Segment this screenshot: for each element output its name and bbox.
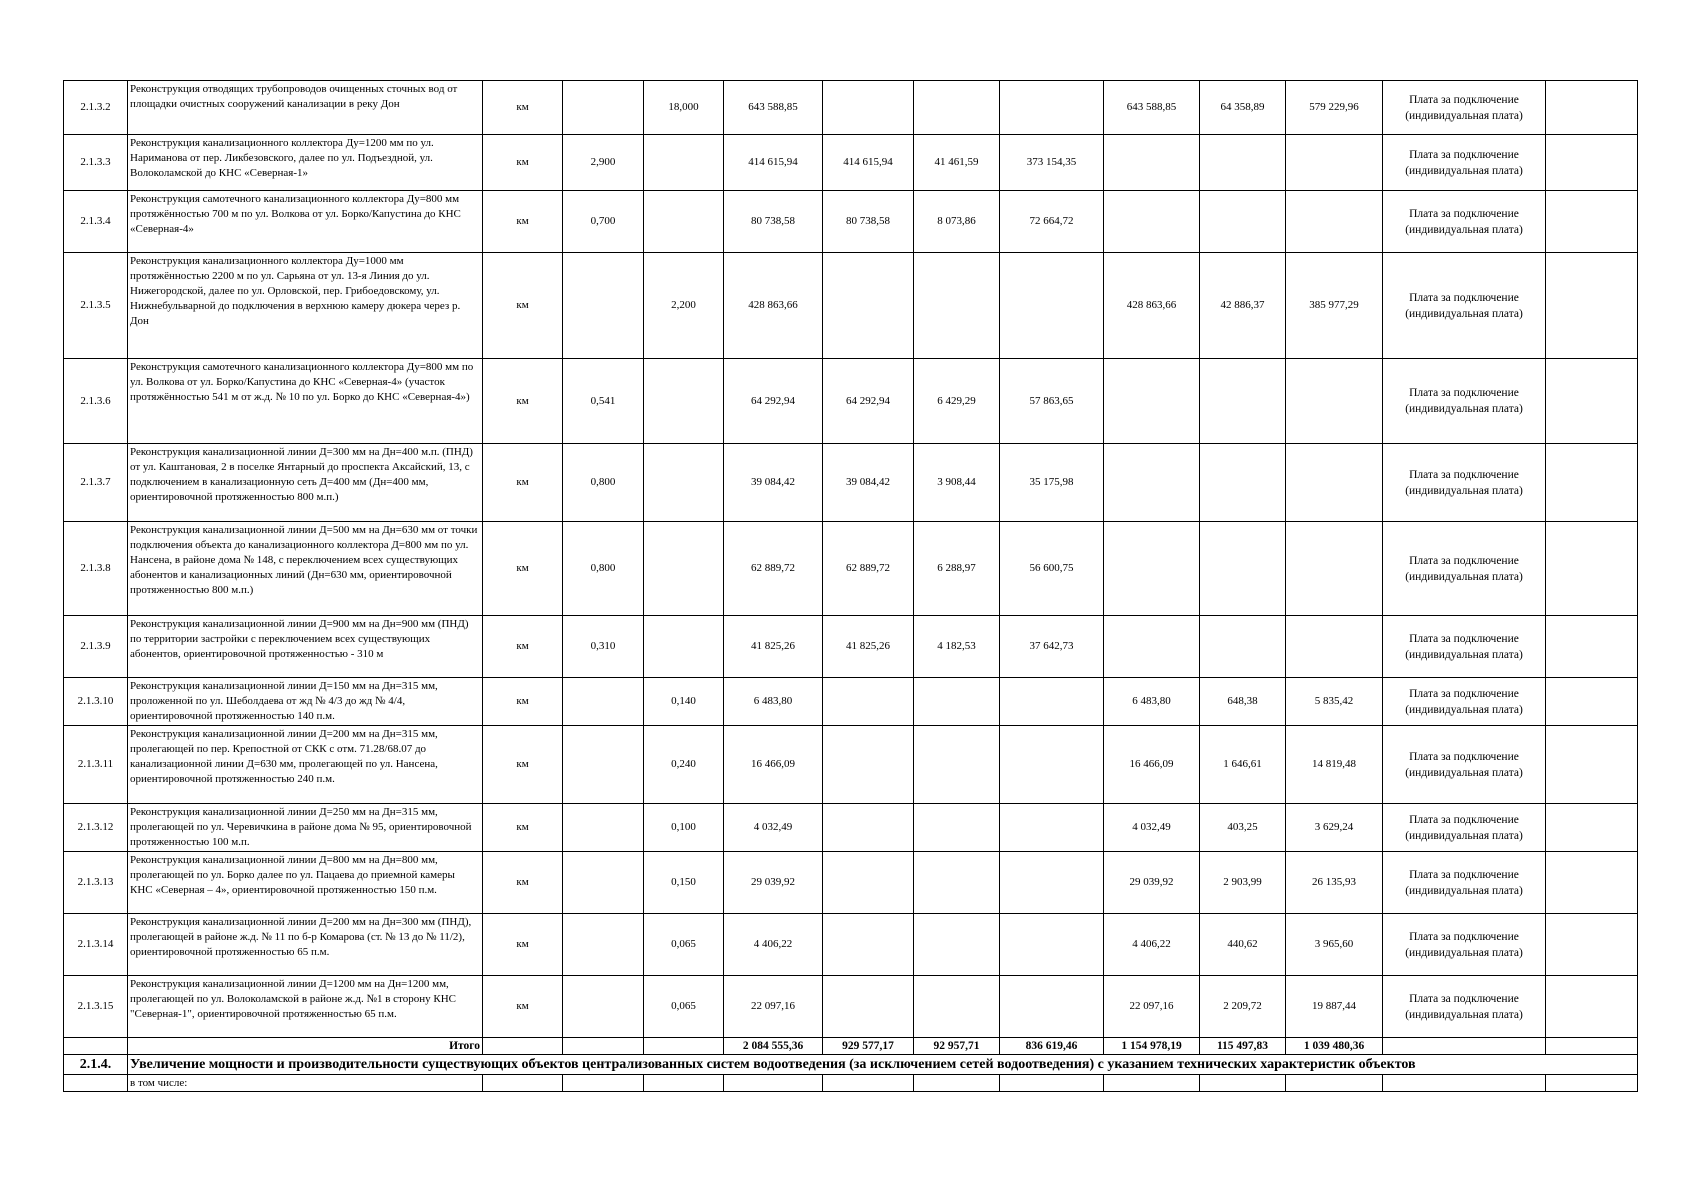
cell-note — [1546, 253, 1638, 359]
cell-stage1-net: 37 642,73 — [1000, 616, 1104, 678]
cell-length-stage1: 0,541 — [563, 359, 644, 444]
cell-note — [1546, 678, 1638, 726]
cell-total-cost: 643 588,85 — [724, 81, 823, 135]
cell-funding-source: Плата за подключение (индивидуальная плата) — [1383, 804, 1546, 852]
cell-total-cost: 6 483,80 — [724, 678, 823, 726]
cell-total-cost: 64 292,94 — [724, 359, 823, 444]
cell-stage2-nds — [1200, 359, 1286, 444]
cell-stage2-nds — [1200, 444, 1286, 522]
cell-stage1-total — [823, 804, 914, 852]
table-row — [64, 976, 1638, 1038]
subheader-empty — [1383, 1075, 1546, 1092]
cell-stage2-nds: 2 903,99 — [1200, 852, 1286, 914]
cell-funding-source: Плата за подключение (индивидуальная плата) — [1383, 678, 1546, 726]
cell-stage1-total: 62 889,72 — [823, 522, 914, 616]
cell-name: Реконструкция канализационной линии Д=150 мм на Дн=315 мм, проложенной по ул. Шеболдаева от жд № 4/3 до жд № 4/4, ориентировочной протяженностью 140 п.м. — [128, 678, 483, 726]
cell-unit: км — [483, 976, 563, 1038]
cell-stage2-total: 16 466,09 — [1104, 726, 1200, 804]
totals-empty-note — [1546, 1038, 1638, 1055]
subheader-empty — [914, 1075, 1000, 1092]
subheader-empty-code — [64, 1075, 128, 1092]
cell-code: 2.1.3.2 — [64, 81, 128, 135]
subheader-empty — [1200, 1075, 1286, 1092]
cell-stage2-net: 579 229,96 — [1286, 81, 1383, 135]
cell-name: Реконструкция канализационной линии Д=900 мм на Дн=900 мм (ПНД) по территории застройки с переключением всех существующих абонентов, ориентировочной протяженностью - 310 м — [128, 616, 483, 678]
cell-length-stage1: 0,700 — [563, 191, 644, 253]
cell-length-stage2: 18,000 — [644, 81, 724, 135]
cell-stage1-nds — [914, 976, 1000, 1038]
table-row — [64, 444, 1638, 522]
cell-unit: км — [483, 191, 563, 253]
cell-code: 2.1.3.8 — [64, 522, 128, 616]
subheader-empty — [563, 1075, 644, 1092]
cell-funding-source: Плата за подключение (индивидуальная плата) — [1383, 135, 1546, 191]
cell-note — [1546, 444, 1638, 522]
cell-stage1-nds: 4 182,53 — [914, 616, 1000, 678]
table-row — [64, 726, 1638, 804]
cell-total-cost: 29 039,92 — [724, 852, 823, 914]
cell-total-cost: 4 032,49 — [724, 804, 823, 852]
cell-note — [1546, 616, 1638, 678]
cell-funding-source: Плата за подключение (индивидуальная плата) — [1383, 522, 1546, 616]
cell-stage1-total — [823, 852, 914, 914]
cell-funding-source: Плата за подключение (индивидуальная плата) — [1383, 444, 1546, 522]
cell-unit: км — [483, 81, 563, 135]
cell-stage2-nds: 2 209,72 — [1200, 976, 1286, 1038]
table-row — [64, 81, 1638, 135]
cell-length-stage1 — [563, 253, 644, 359]
cell-unit: км — [483, 616, 563, 678]
cell-unit: км — [483, 359, 563, 444]
cell-funding-source: Плата за подключение (индивидуальная плата) — [1383, 359, 1546, 444]
cell-code: 2.1.3.12 — [64, 804, 128, 852]
cell-name: Реконструкция канализационного коллектора Ду=1200 мм по ул. Нариманова от пер. Ликбезовского, далее по ул. Подъездной, ул. Волоколамской до КНС «Северная-1» — [128, 135, 483, 191]
cell-note — [1546, 976, 1638, 1038]
table-row — [64, 191, 1638, 253]
cell-stage1-net — [1000, 914, 1104, 976]
cell-stage1-nds: 41 461,59 — [914, 135, 1000, 191]
cell-total-cost: 80 738,58 — [724, 191, 823, 253]
cell-total-cost: 16 466,09 — [724, 726, 823, 804]
cell-total-cost: 62 889,72 — [724, 522, 823, 616]
totals-stage1-nds: 92 957,71 — [914, 1038, 1000, 1055]
cell-stage1-net: 57 863,65 — [1000, 359, 1104, 444]
cell-total-cost: 22 097,16 — [724, 976, 823, 1038]
cell-length-stage1 — [563, 852, 644, 914]
cell-length-stage2: 0,100 — [644, 804, 724, 852]
cell-stage2-net — [1286, 616, 1383, 678]
cell-stage2-nds — [1200, 191, 1286, 253]
cell-stage2-total — [1104, 191, 1200, 253]
cell-name: Реконструкция канализационной линии Д=250 мм на Дн=315 мм, пролегающей по ул. Черевичкина в районе дома № 95, ориентировочной протяженностью 100 м.п. — [128, 804, 483, 852]
cell-length-stage2: 0,065 — [644, 976, 724, 1038]
cell-funding-source: Плата за подключение (индивидуальная плата) — [1383, 726, 1546, 804]
table-row — [64, 135, 1638, 191]
cell-stage1-total — [823, 726, 914, 804]
totals-stage1-total: 929 577,17 — [823, 1038, 914, 1055]
cell-unit: км — [483, 253, 563, 359]
cell-length-stage2: 0,065 — [644, 914, 724, 976]
cell-length-stage1 — [563, 804, 644, 852]
totals-grand-total: 2 084 555,36 — [724, 1038, 823, 1055]
cell-stage1-nds — [914, 726, 1000, 804]
table-row — [64, 359, 1638, 444]
section-code: 2.1.4. — [64, 1055, 128, 1075]
cell-total-cost: 39 084,42 — [724, 444, 823, 522]
subheader-empty — [1000, 1075, 1104, 1092]
cell-code: 2.1.3.6 — [64, 359, 128, 444]
subheader-empty — [823, 1075, 914, 1092]
cell-length-stage1 — [563, 914, 644, 976]
cell-stage1-nds — [914, 253, 1000, 359]
cell-stage1-net: 72 664,72 — [1000, 191, 1104, 253]
cell-length-stage1: 2,900 — [563, 135, 644, 191]
cell-stage1-nds: 3 908,44 — [914, 444, 1000, 522]
cell-stage1-net: 373 154,35 — [1000, 135, 1104, 191]
cell-stage2-total: 643 588,85 — [1104, 81, 1200, 135]
cell-stage2-nds: 64 358,89 — [1200, 81, 1286, 135]
cell-length-stage2: 0,150 — [644, 852, 724, 914]
cell-stage1-nds — [914, 852, 1000, 914]
cell-stage1-net — [1000, 852, 1104, 914]
totals-label: Итого — [128, 1038, 483, 1055]
cell-stage2-total: 428 863,66 — [1104, 253, 1200, 359]
cell-name: Реконструкция канализационного коллектора Ду=1000 мм протяжённостью 2200 м по ул. Сарьяна от ул. 13-я Линия до ул. Нижегородской, далее по ул. Орловской, пер. Грибоедовскому, ул. Нижнебульварной до подключения в верхнюю камеру дюкера через р. Дон — [128, 253, 483, 359]
cell-stage1-total: 41 825,26 — [823, 616, 914, 678]
cell-stage2-total — [1104, 522, 1200, 616]
cell-length-stage1: 0,800 — [563, 522, 644, 616]
cell-stage1-net — [1000, 804, 1104, 852]
cell-length-stage2 — [644, 135, 724, 191]
subheader-row — [64, 1075, 1638, 1092]
cell-name: Реконструкция канализационной линии Д=300 мм на Дн=400 м.п. (ПНД) от ул. Каштановая, 2 в поселке Янтарный до проспекта Аксайский, 13, с подключением в канализационную сеть Д=400 мм (Дн=400 мм, ориентировочной протяженностью 800 м.п.) — [128, 444, 483, 522]
cell-funding-source: Плата за подключение (индивидуальная плата) — [1383, 914, 1546, 976]
cell-stage1-total — [823, 81, 914, 135]
cell-code: 2.1.3.13 — [64, 852, 128, 914]
cell-code: 2.1.3.5 — [64, 253, 128, 359]
cell-unit: км — [483, 914, 563, 976]
cell-length-stage2 — [644, 444, 724, 522]
table-row — [64, 914, 1638, 976]
cell-stage2-net — [1286, 522, 1383, 616]
cell-stage1-total — [823, 976, 914, 1038]
cell-length-stage2: 0,240 — [644, 726, 724, 804]
cell-name: Реконструкция самотечного канализационного коллектора Ду=800 мм по ул. Волкова от ул. Борко/Капустина до КНС «Северная-4» (участок протяжённостью 541 м от ж.д. № 10 по ул. Борко до КНС «Северная-4») — [128, 359, 483, 444]
cell-code: 2.1.3.14 — [64, 914, 128, 976]
cell-length-stage2 — [644, 616, 724, 678]
cell-stage2-nds: 440,62 — [1200, 914, 1286, 976]
cell-code: 2.1.3.9 — [64, 616, 128, 678]
cell-stage1-net — [1000, 976, 1104, 1038]
table-row — [64, 678, 1638, 726]
totals-empty-code — [64, 1038, 128, 1055]
subheader-empty — [1546, 1075, 1638, 1092]
totals-empty-len-a — [563, 1038, 644, 1055]
cell-funding-source: Плата за подключение (индивидуальная плата) — [1383, 191, 1546, 253]
cell-stage2-net: 26 135,93 — [1286, 852, 1383, 914]
totals-empty-unit — [483, 1038, 563, 1055]
cell-stage1-net — [1000, 253, 1104, 359]
cell-stage2-nds: 403,25 — [1200, 804, 1286, 852]
cell-stage2-net: 3 965,60 — [1286, 914, 1383, 976]
cell-stage2-net: 385 977,29 — [1286, 253, 1383, 359]
cell-stage2-total — [1104, 616, 1200, 678]
cell-stage2-nds — [1200, 135, 1286, 191]
cell-note — [1546, 359, 1638, 444]
cell-stage1-nds: 6 288,97 — [914, 522, 1000, 616]
cell-stage1-nds: 6 429,29 — [914, 359, 1000, 444]
cell-unit: км — [483, 852, 563, 914]
cell-stage2-nds: 648,38 — [1200, 678, 1286, 726]
cell-name: Реконструкция самотечного канализационного коллектора Ду=800 мм протяжённостью 700 м по ул. Волкова от ул. Борко/Капустина до КНС «Северная-4» — [128, 191, 483, 253]
table-row — [64, 253, 1638, 359]
cell-note — [1546, 522, 1638, 616]
cell-length-stage2 — [644, 522, 724, 616]
cell-stage2-net: 14 819,48 — [1286, 726, 1383, 804]
cell-length-stage1 — [563, 81, 644, 135]
cell-total-cost: 414 615,94 — [724, 135, 823, 191]
cell-stage2-total — [1104, 359, 1200, 444]
investment-program-table — [63, 80, 1638, 1092]
cell-code: 2.1.3.3 — [64, 135, 128, 191]
cell-length-stage1 — [563, 678, 644, 726]
cell-length-stage2 — [644, 359, 724, 444]
table-row — [64, 804, 1638, 852]
totals-stage1-net: 836 619,46 — [1000, 1038, 1104, 1055]
cell-stage1-total: 414 615,94 — [823, 135, 914, 191]
cell-stage2-nds — [1200, 522, 1286, 616]
cell-stage2-net — [1286, 359, 1383, 444]
cell-stage2-nds: 42 886,37 — [1200, 253, 1286, 359]
cell-stage1-total — [823, 914, 914, 976]
cell-stage2-net: 5 835,42 — [1286, 678, 1383, 726]
subheader-empty — [644, 1075, 724, 1092]
totals-empty-len-b — [644, 1038, 724, 1055]
cell-name: Реконструкция канализационной линии Д=200 мм на Дн=300 мм (ПНД), пролегающей в районе ж.д. № 11 по б-р Комарова (ст. № 13 до № 11/2), ориентировочной протяженностью 65 п.м. — [128, 914, 483, 976]
subheader-empty — [1104, 1075, 1200, 1092]
totals-row — [64, 1038, 1638, 1055]
cell-stage2-net: 3 629,24 — [1286, 804, 1383, 852]
subheader-empty — [483, 1075, 563, 1092]
cell-stage2-nds: 1 646,61 — [1200, 726, 1286, 804]
totals-stage2-total: 1 154 978,19 — [1104, 1038, 1200, 1055]
section-title: Увеличение мощности и производительности существующих объектов централизованных систем водоотведения (за исключением сетей водоотведения) с указанием технических характеристик объектов — [128, 1055, 1638, 1075]
table-row — [64, 616, 1638, 678]
cell-code: 2.1.3.10 — [64, 678, 128, 726]
table-row — [64, 522, 1638, 616]
cell-stage2-net — [1286, 444, 1383, 522]
cell-name: Реконструкция канализационной линии Д=1200 мм на Дн=1200 мм, пролегающей по ул. Волоколамской в районе ж.д. №1 в сторону КНС "Северная-1", ориентировочной протяженностью 65 п.м. — [128, 976, 483, 1038]
totals-stage2-net: 1 039 480,36 — [1286, 1038, 1383, 1055]
cell-stage2-total: 29 039,92 — [1104, 852, 1200, 914]
cell-note — [1546, 191, 1638, 253]
cell-stage1-total — [823, 253, 914, 359]
cell-stage1-nds — [914, 804, 1000, 852]
cell-code: 2.1.3.11 — [64, 726, 128, 804]
cell-stage2-net: 19 887,44 — [1286, 976, 1383, 1038]
cell-total-cost: 428 863,66 — [724, 253, 823, 359]
cell-unit: км — [483, 135, 563, 191]
cell-code: 2.1.3.4 — [64, 191, 128, 253]
cell-note — [1546, 726, 1638, 804]
cell-length-stage2 — [644, 191, 724, 253]
cell-stage1-net — [1000, 678, 1104, 726]
cell-note — [1546, 804, 1638, 852]
cell-funding-source: Плата за подключение (индивидуальная плата) — [1383, 616, 1546, 678]
section-row — [64, 1055, 1638, 1075]
cell-length-stage1 — [563, 976, 644, 1038]
cell-stage2-total: 6 483,80 — [1104, 678, 1200, 726]
cell-unit: км — [483, 522, 563, 616]
cell-stage1-net — [1000, 726, 1104, 804]
cell-stage2-total: 4 406,22 — [1104, 914, 1200, 976]
cell-stage1-net: 56 600,75 — [1000, 522, 1104, 616]
cell-name: Реконструкция канализационной линии Д=500 мм на Дн=630 мм от точки подключения объекта до канализационного коллектора Д=800 мм по ул. Нансена, в районе дома № 148, с переключением всех существующих абонентов и канализационных линий (Дн=630 мм, ориентировочной протяженностью 800 м.п.) — [128, 522, 483, 616]
cell-length-stage1: 0,800 — [563, 444, 644, 522]
cell-code: 2.1.3.15 — [64, 976, 128, 1038]
cell-name: Реконструкция канализационной линии Д=800 мм на Дн=800 мм, пролегающей по ул. Борко далее по ул. Пацаева до приемной камеры КНС «Северная – 4», ориентировочной протяженностью 150 п.м. — [128, 852, 483, 914]
totals-empty-source — [1383, 1038, 1546, 1055]
cell-note — [1546, 914, 1638, 976]
subheader-label: в том числе: — [128, 1075, 483, 1092]
cell-note — [1546, 852, 1638, 914]
cell-funding-source: Плата за подключение (индивидуальная плата) — [1383, 976, 1546, 1038]
cell-code: 2.1.3.7 — [64, 444, 128, 522]
cell-note — [1546, 135, 1638, 191]
cell-stage2-total: 4 032,49 — [1104, 804, 1200, 852]
subheader-empty — [1286, 1075, 1383, 1092]
cell-stage1-net: 35 175,98 — [1000, 444, 1104, 522]
cell-length-stage1: 0,310 — [563, 616, 644, 678]
cell-name: Реконструкция канализационной линии Д=200 мм на Дн=315 мм, пролегающей по пер. Крепостной от СКК с отм. 71.28/68.07 до канализационной линии Д=630 мм, пролегающей по ул. Нансена, ориентировочной протяженностью 240 п.м. — [128, 726, 483, 804]
cell-stage1-total: 80 738,58 — [823, 191, 914, 253]
cell-stage1-total: 39 084,42 — [823, 444, 914, 522]
cell-stage1-nds — [914, 914, 1000, 976]
cell-total-cost: 4 406,22 — [724, 914, 823, 976]
cell-note — [1546, 81, 1638, 135]
cell-length-stage1 — [563, 726, 644, 804]
cell-funding-source: Плата за подключение (индивидуальная плата) — [1383, 253, 1546, 359]
cell-stage1-nds — [914, 81, 1000, 135]
cell-funding-source: Плата за подключение (индивидуальная плата) — [1383, 81, 1546, 135]
totals-stage2-nds: 115 497,83 — [1200, 1038, 1286, 1055]
cell-stage1-nds: 8 073,86 — [914, 191, 1000, 253]
cell-unit: км — [483, 678, 563, 726]
cell-stage1-total — [823, 678, 914, 726]
cell-stage2-nds — [1200, 616, 1286, 678]
cell-unit: км — [483, 444, 563, 522]
cell-name: Реконструкция отводящих трубопроводов очищенных сточных вод от площадки очистных сооружений канализации в реку Дон — [128, 81, 483, 135]
table-row — [64, 852, 1638, 914]
cell-stage1-net — [1000, 81, 1104, 135]
cell-funding-source: Плата за подключение (индивидуальная плата) — [1383, 852, 1546, 914]
cell-stage2-net — [1286, 191, 1383, 253]
cell-stage2-net — [1286, 135, 1383, 191]
cell-total-cost: 41 825,26 — [724, 616, 823, 678]
cell-stage2-total — [1104, 135, 1200, 191]
cell-unit: км — [483, 726, 563, 804]
cell-stage1-total: 64 292,94 — [823, 359, 914, 444]
cell-length-stage2: 0,140 — [644, 678, 724, 726]
cell-stage1-nds — [914, 678, 1000, 726]
cell-stage2-total: 22 097,16 — [1104, 976, 1200, 1038]
cell-stage2-total — [1104, 444, 1200, 522]
cell-length-stage2: 2,200 — [644, 253, 724, 359]
subheader-empty — [724, 1075, 823, 1092]
cell-unit: км — [483, 804, 563, 852]
